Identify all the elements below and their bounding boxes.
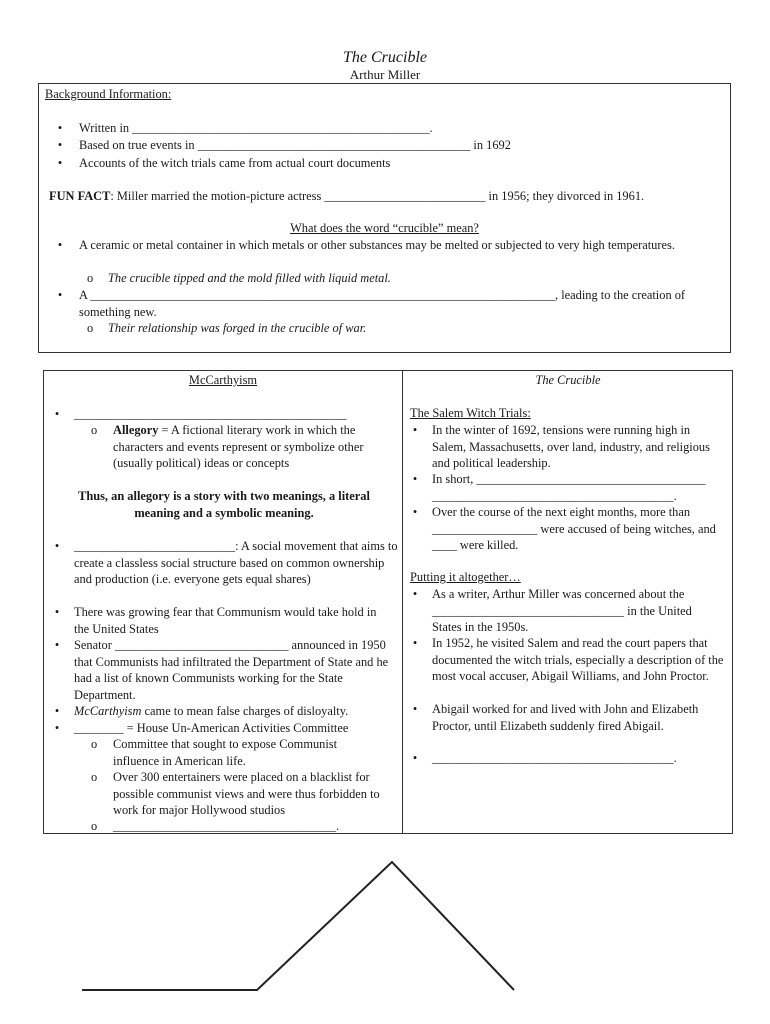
- salem-item-3: Over the course of the next eight months, more than _________________ were accused of being witches, and ____ were killed.: [432, 505, 716, 553]
- mccarthyism-rest: came to mean false charges of disloyalty.: [141, 704, 349, 718]
- mccarthyism-meaning-item: [74, 703, 348, 720]
- huac-sub-3: ____________________________________.: [113, 819, 340, 833]
- together-item-4: _______________________________________.: [432, 751, 677, 765]
- background-heading: Background Information:: [45, 87, 172, 101]
- fun-fact-label: FUN FACT: [49, 189, 111, 203]
- plot-diagram-line: [82, 862, 514, 990]
- accounts-item: Accounts of the witch trials came from actual court documents: [79, 156, 391, 170]
- huac-item: ________ = House Un-American Activities Committee: [74, 721, 349, 735]
- background-info-box: [38, 83, 731, 353]
- bullet-icon: •: [412, 423, 418, 437]
- example-1: The crucible tipped and the mold filled with liquid metal.: [108, 271, 391, 285]
- bullet-icon: •: [412, 751, 418, 765]
- bullet-icon: •: [54, 539, 60, 553]
- huac-sub-1: Committee that sought to expose Communist influence in American life.: [113, 737, 338, 768]
- bullet-icon: •: [54, 704, 60, 718]
- fun-fact-text: : Miller married the motion-picture actress __________________________ in 1956; they divorced in 1961.: [110, 189, 645, 203]
- definition-1: A ceramic or metal container in which metals or other substances may be melted or subjected to very high temperatures.: [79, 238, 675, 252]
- sub-bullet-icon: o: [91, 423, 98, 437]
- sub-bullet-icon: o: [91, 819, 98, 833]
- bullet-icon: •: [57, 138, 63, 152]
- bullet-icon: •: [412, 472, 418, 486]
- bullet-icon: •: [412, 636, 418, 650]
- bullet-icon: •: [412, 505, 418, 519]
- salem-heading: The Salem Witch Trials:: [410, 406, 531, 420]
- salem-item-1: In the winter of 1692, tensions were running high in Salem, Massachusetts, over land, industry, and religious and political leadership.: [432, 423, 710, 471]
- fear-item: There was growing fear that Communism would take hold in the United States: [74, 605, 377, 636]
- bullet-icon: •: [412, 587, 418, 601]
- notes-table: [43, 370, 733, 834]
- sub-bullet-icon: o: [87, 321, 94, 335]
- bullet-icon: •: [412, 702, 418, 716]
- mccarthyism-heading: McCarthyism: [188, 373, 258, 387]
- crucible-column: [403, 371, 733, 834]
- mccarthyism-word: McCarthyism: [74, 704, 142, 718]
- together-item-2: In 1952, he visited Salem and read the court papers that documented the witch trials, especially a description of the most vocal accuser, Abigail Williams, and John Proctor.: [432, 636, 724, 684]
- allegory-definition: [113, 422, 398, 472]
- based-on-item: Based on true events in ____________________________________________ in 1692: [79, 138, 511, 152]
- mccarthyism-blank-1: ____________________________________________: [74, 407, 347, 421]
- fun-fact: [49, 188, 644, 205]
- crucible-heading: The Crucible: [535, 373, 601, 387]
- bullet-icon: •: [57, 156, 63, 170]
- written-in-item: Written in ________________________________________________.: [79, 121, 433, 135]
- together-heading: Putting it altogether…: [410, 570, 521, 584]
- bullet-icon: •: [57, 121, 63, 135]
- bullet-icon: •: [54, 605, 60, 619]
- bullet-icon: •: [54, 721, 60, 735]
- senator-item: Senator ____________________________ announced in 1950 that Communists had infiltrated the Department of State and he had a list of known Communists working for the State Department.: [74, 638, 389, 702]
- crucible-question: What does the word “crucible” mean?: [290, 221, 479, 235]
- communism-item: __________________________: A social movement that aims to create a classless social structure based on common ownership and production (i.e. everyone gets equal shares): [74, 539, 398, 587]
- allegory-text: = A fictional literary work in which the characters and events represent or symbolize other (usually political) ideas or concepts: [113, 423, 364, 471]
- together-item-3: Abigail worked for and lived with John and Elizabeth Proctor, until Elizabeth suddenly fired Abigail.: [432, 702, 699, 733]
- salem-item-2: In short, _____________________________________ _______________________________________.: [432, 472, 706, 503]
- document-title: The Crucible: [343, 49, 427, 66]
- sub-bullet-icon: o: [91, 770, 98, 784]
- huac-sub-2: Over 300 entertainers were placed on a blacklist for possible communist views and were thus forbidden to work for major Hollywood studios: [113, 770, 380, 818]
- bullet-icon: •: [54, 638, 60, 652]
- bullet-icon: •: [57, 288, 63, 302]
- mccarthyism-column: [44, 371, 403, 834]
- example-2: Their relationship was forged in the crucible of war.: [108, 321, 367, 335]
- bullet-icon: •: [54, 407, 60, 421]
- together-item-1: As a writer, Arthur Miller was concerned about the _______________________________ in the United States in the 1950s.: [432, 587, 692, 635]
- bullet-icon: •: [57, 238, 63, 252]
- plot-diagram: [0, 850, 770, 1024]
- allegory-summary: Thus, an allegory is a story with two meanings, a literal meaning and a symbolic meaning.: [78, 489, 370, 520]
- sub-bullet-icon: o: [91, 737, 98, 751]
- sub-bullet-icon: o: [87, 271, 94, 285]
- allegory-label: Allegory: [113, 423, 159, 437]
- document-author: Arthur Miller: [349, 67, 421, 82]
- definition-2: A ___________________________________________________________________________, leading to the creation of something new.: [79, 288, 686, 319]
